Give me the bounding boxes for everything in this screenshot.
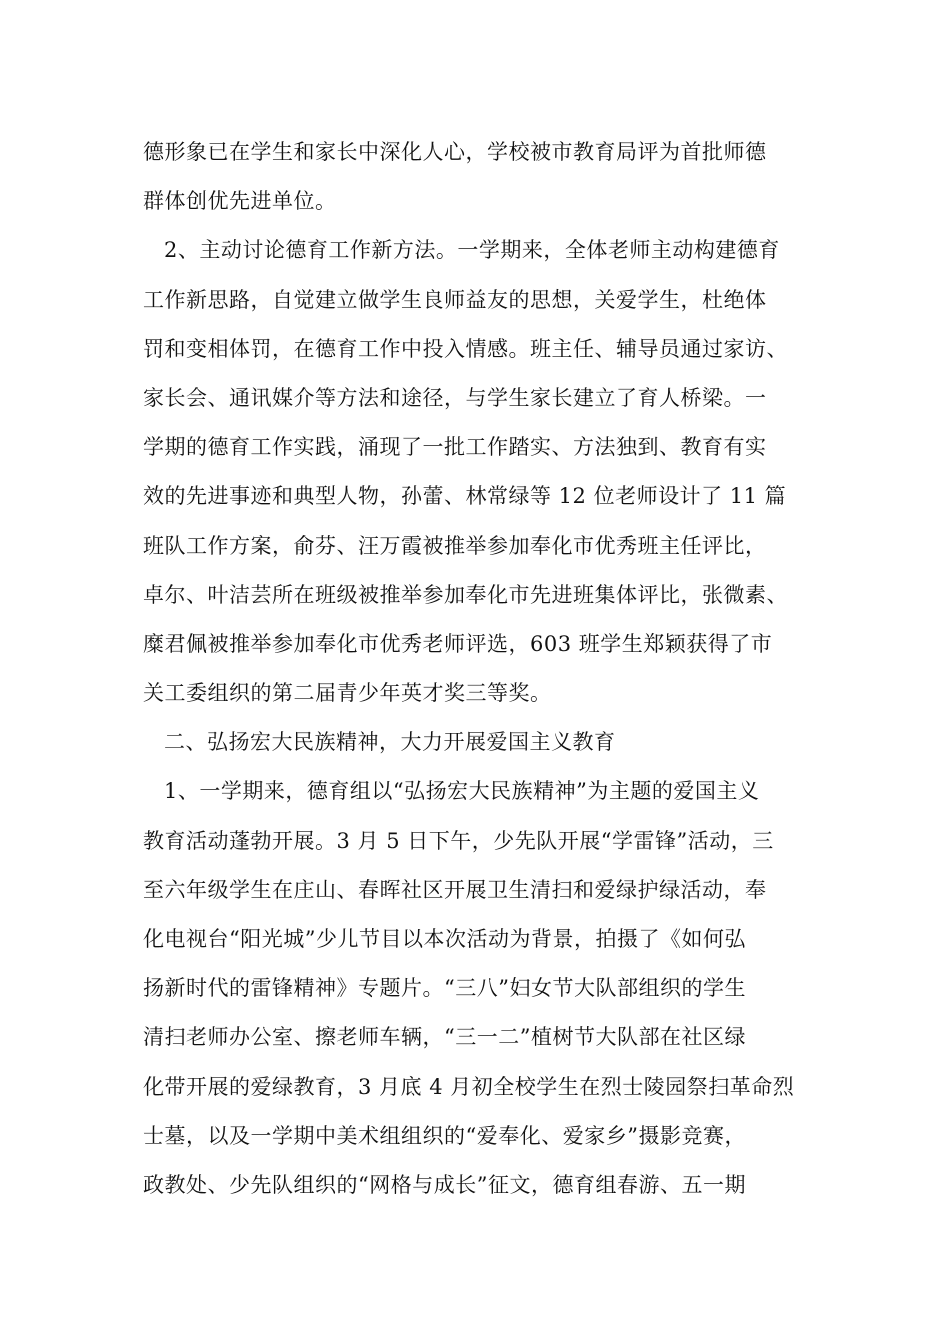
- text-line: 扬新时代的雷锋精神》专题片。“三八”妇女节大队部组织的学生: [143, 976, 746, 1001]
- document-body: [143, 128, 811, 1210]
- text-line: 工作新思路，自觉建立做学生良师益友的思想，关爱学生，杜绝体: [143, 287, 767, 312]
- paragraph-start-line: 1、一学期来，德育组以“弘扬宏大民族精神”为主题的爱国主义: [164, 779, 760, 804]
- text-line: 教育活动蓬勃开展。3 月 5 日下午，少先队开展“学雷锋”活动，三: [143, 828, 774, 853]
- text-line: 学期的德育工作实践，涌现了一批工作踏实、方法独到、教育有实: [143, 435, 767, 460]
- text-line: 糜君佩被推举参加奉化市优秀老师评选，603 班学生郑颖获得了市: [143, 631, 773, 656]
- text-line: 清扫老师办公室、擦老师车辆，“三一二”植树节大队部在社区绿: [143, 1025, 746, 1050]
- text-line: 效的先进事迹和典型人物，孙蕾、林常绿等 12 位老师设计了 11 篇: [143, 484, 787, 509]
- text-line: 化电视台“阳光城”少儿节目以本次活动为背景，拍摄了《如何弘: [143, 927, 746, 951]
- text-line: 关工委组织的第二届青少年英才奖三等奖。: [143, 681, 552, 706]
- text-line: 士墓，以及一学期中美术组组织的“爱奉化、爱家乡”摄影竞赛，: [143, 1123, 746, 1148]
- text-line: 德形象已在学生和家长中深化人心，学校被市教育局评为首批师德: [143, 140, 767, 164]
- text-line: 卓尔、叶洁芸所在班级被推举参加奉化市先进班集体评比，张微素、: [143, 582, 788, 607]
- text-line: 群体创优先进单位。: [143, 189, 337, 214]
- text-line: 班队工作方案，俞芬、汪万霞被推举参加奉化市优秀班主任评比，: [143, 533, 767, 558]
- text-line: 罚和变相体罚，在德育工作中投入情感。班主任、辅导员通过家访、: [143, 336, 788, 361]
- text-line: 至六年级学生在庄山、春晖社区开展卫生清扫和爱绿护绿活动，奉: [143, 877, 767, 902]
- paragraph-start-line: 2、主动讨论德育工作新方法。一学期来，全体老师主动构建德育: [164, 238, 780, 263]
- section-heading: 二、弘扬宏大民族精神，大力开展爱国主义教育: [164, 730, 616, 755]
- text-line: 政教处、少先队组织的“网格与成长”征文，德育组春游、五一期: [143, 1172, 746, 1197]
- text-line: 化带开展的爱绿教育，3 月底 4 月初全校学生在烈士陵园祭扫革命烈: [143, 1074, 795, 1099]
- text-line: 家长会、通讯媒介等方法和途径，与学生家长建立了育人桥梁。一: [143, 385, 767, 410]
